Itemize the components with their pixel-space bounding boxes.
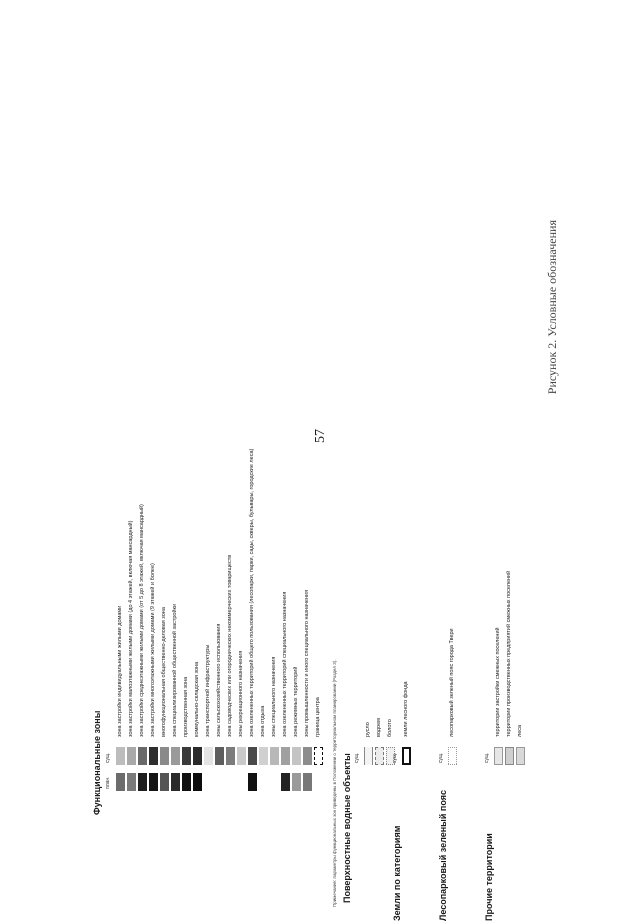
zone-label: зона садоводческих или огороднических некоммерческих товариществ	[227, 554, 233, 737]
forestpark-swatch	[448, 747, 457, 765]
zone-label: зона застройки многоэтажными жилыми домами (9 этажей и более)	[150, 563, 156, 737]
other-swatch	[516, 747, 525, 765]
functional-note: Примечание: параметры функциональных зон приведены в Положении о территориальном планировании (Раздел 3).	[332, 659, 337, 907]
plan-swatch	[149, 773, 158, 791]
existing-swatch	[226, 747, 235, 765]
existing-swatch	[127, 747, 136, 765]
zone-label: зона озелененных территорий специального назначения	[282, 591, 288, 737]
zone-label: зоны сельскохозяйственного использования	[216, 623, 222, 737]
legend	[92, 225, 552, 921]
figure-caption: Рисунок 2. Условные обозначения	[545, 220, 559, 395]
zone-label: зона застройки среднеэтажными жилыми домами (от 5 до 8 этажей, включая мансардный)	[139, 504, 145, 737]
water-swatch	[375, 747, 384, 765]
plan-swatch	[160, 773, 169, 791]
zone-label: зона специализированной общественной застройки	[172, 603, 178, 737]
forestpark-title: Лесопарковый зеленый пояс	[438, 790, 448, 921]
existing-swatch	[138, 747, 147, 765]
existing-swatch	[292, 747, 301, 765]
zone-label: зона озелененных территорий общего пользования (лесопарки, парки, сады, скверы, бульвары, городские леса)	[249, 448, 255, 737]
existing-swatch	[204, 747, 213, 765]
col-plan-header: план.	[105, 776, 111, 789]
existing-swatch	[215, 747, 224, 765]
lands-col-header: сущ.	[392, 752, 398, 763]
existing-swatch	[116, 747, 125, 765]
existing-swatch	[281, 747, 290, 765]
plan-swatch	[193, 773, 202, 791]
zone-label: зоны специального назначения	[271, 656, 277, 737]
zone-label: зона режимных территорий	[293, 666, 299, 737]
zone-label: зоны промышленности и иного специального назначения	[304, 589, 310, 737]
other-label: территории производственных предприятий смежных поселений	[506, 570, 512, 737]
plan-swatch	[127, 773, 136, 791]
water-label: русло	[365, 722, 371, 737]
plan-swatch	[281, 773, 290, 791]
lands-swatch	[402, 747, 411, 765]
lands-title: Земли по категориям	[392, 825, 402, 921]
plan-swatch	[248, 773, 257, 791]
existing-swatch	[149, 747, 158, 765]
existing-swatch	[182, 747, 191, 765]
other-title: Прочие территории	[484, 833, 494, 921]
col-sush-header: сущ.	[105, 752, 111, 763]
zone-label: зона застройки индивидуальными жилыми домами	[117, 605, 123, 737]
forestpark-label: лесопарковый зеленый пояс города Твери	[449, 628, 455, 737]
existing-swatch	[303, 747, 312, 765]
existing-swatch	[248, 747, 257, 765]
zone-label: зона транспортной инфраструктуры	[205, 644, 211, 737]
zone-label: граница центра	[315, 697, 321, 737]
existing-swatch	[259, 747, 268, 765]
existing-swatch	[237, 747, 246, 765]
plan-swatch	[116, 773, 125, 791]
water-label: болото	[387, 719, 393, 737]
plan-swatch	[171, 773, 180, 791]
zone-label: коммунально-складская зона	[194, 661, 200, 737]
water-col-header: сущ.	[354, 752, 360, 763]
existing-swatch	[270, 747, 279, 765]
existing-swatch	[171, 747, 180, 765]
water-title: Поверхностные водные объекты	[342, 753, 352, 903]
other-col-header: сущ.	[484, 752, 490, 763]
functional-zones-title: Функциональные зоны	[92, 710, 102, 815]
forestpark-col-header: сущ.	[438, 752, 444, 763]
other-swatch	[505, 747, 514, 765]
zone-label: производственная зона	[183, 676, 189, 737]
plan-swatch	[182, 773, 191, 791]
existing-swatch	[314, 747, 323, 765]
zone-label: зона застройки малоэтажными жилыми домами (до 4 этажей, включая мансардный)	[128, 520, 134, 737]
existing-swatch	[193, 747, 202, 765]
water-label: водоем	[376, 718, 382, 737]
existing-swatch	[160, 747, 169, 765]
water-swatch	[364, 747, 373, 765]
other-label: леса	[517, 724, 523, 737]
page-number: 57	[313, 429, 328, 443]
plan-swatch	[292, 773, 301, 791]
zone-label: зоны рекреационного назначения	[238, 650, 244, 737]
zone-label: зона отдыха	[260, 705, 266, 737]
plan-swatch	[303, 773, 312, 791]
zone-label: многофункциональная общественно-деловая зона	[161, 607, 167, 737]
lands-label: земли лесного фонда	[403, 681, 409, 737]
other-swatch	[494, 747, 503, 765]
plan-swatch	[138, 773, 147, 791]
other-label: территории застройки смежных поселений	[495, 627, 501, 737]
